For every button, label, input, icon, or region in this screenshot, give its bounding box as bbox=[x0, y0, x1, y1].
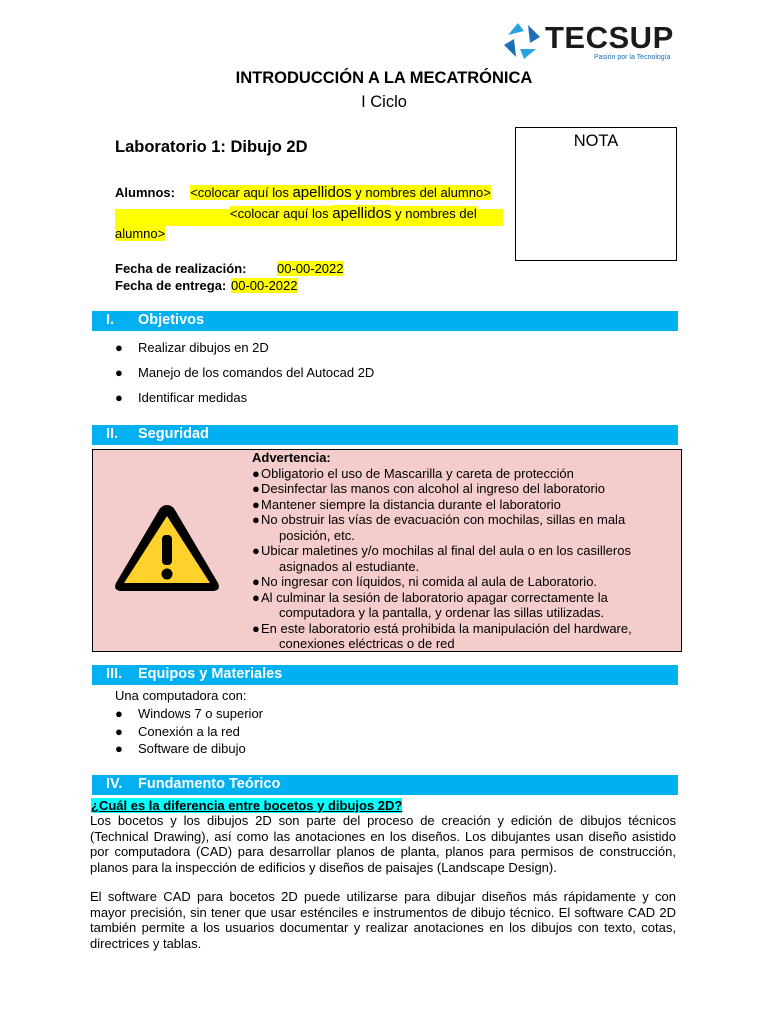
list-item: ● Identificar medidas bbox=[115, 390, 248, 405]
list-item: ● Realizar dibujos en 2D bbox=[115, 340, 269, 355]
bullet-icon: ● bbox=[252, 620, 260, 636]
list-item: ● Software de dibujo bbox=[115, 741, 246, 756]
logo-tagline: Pasión por la Tecnología bbox=[594, 54, 671, 61]
bullet-icon: ● bbox=[115, 706, 123, 721]
course-title: INTRODUCCIÓN A LA MECATRÓNICA bbox=[235, 69, 533, 87]
delivery-date-label: Fecha de entrega: bbox=[115, 278, 227, 293]
warning-item: ●Ubicar maletines y/o mochilas al final del aula o en los casilleros bbox=[252, 543, 631, 558]
students-line-1 bbox=[115, 184, 491, 201]
list-item: ● Windows 7 o superior bbox=[115, 706, 263, 721]
lab-title: Laboratorio 1: Dibujo 2D bbox=[115, 138, 308, 156]
warning-item: ●Al culminar la sesión de laboratorio apagar correctamente la bbox=[252, 589, 608, 605]
bullet-icon: ● bbox=[115, 340, 123, 355]
bullet-icon: ● bbox=[252, 512, 260, 527]
bullet-icon: ● bbox=[252, 481, 260, 496]
theory-paragraph-2: El software CAD para bocetos 2D puede utilizarse para dibujar diseños más rápidamente y con mayor precisión, sin tener que usar esténciles e instrumentos de dibujo técnico. El software CAD 2D también permite a los usuarios documentar y realizar anotaciones en los dibujos con texto, cotas, directrices y tablas. bbox=[90, 889, 676, 951]
warning-item: ●En este laboratorio está prohibida la manipulación del hardware, bbox=[252, 620, 632, 636]
warning-item: ●No ingresar con líquidos, ni comida al aula de Laboratorio. bbox=[252, 574, 598, 589]
bullet-icon: ● bbox=[252, 496, 260, 512]
bullet-icon: ● bbox=[252, 543, 260, 558]
warning-item-cont: conexiones eléctricas o de red bbox=[279, 636, 455, 651]
theory-question: ¿Cuál es la diferencia entre bocetos y dibujos 2D? bbox=[91, 798, 403, 813]
realization-date-value[interactable]: 00-00-2022 bbox=[277, 261, 344, 276]
realization-date-label: Fecha de realización: bbox=[115, 261, 247, 276]
list-item: ● Manejo de los comandos del Autocad 2D bbox=[115, 365, 375, 380]
student-name-placeholder-2-cont: alumno> bbox=[115, 226, 166, 241]
bullet-icon: ● bbox=[252, 465, 260, 481]
bullet-icon: ● bbox=[115, 365, 123, 380]
equipment-intro: Una computadora con: bbox=[115, 688, 247, 703]
section-objectives-header: I. Objetivos bbox=[92, 311, 678, 331]
warning-item: ●No obstruir las vías de evacuación con mochilas, sillas en mala bbox=[252, 512, 626, 527]
warning-item-cont: posición, etc. bbox=[279, 527, 355, 543]
warning-item-cont: asignados al estudiante. bbox=[279, 558, 420, 574]
warning-item-cont: computadora y la pantalla, y ordenar las sillas utilizadas. bbox=[279, 605, 605, 620]
bullet-icon: ● bbox=[115, 724, 123, 739]
bullet-icon: ● bbox=[115, 741, 123, 756]
warning-item: ●Mantener siempre la distancia durante el laboratorio bbox=[252, 496, 561, 512]
warning-text bbox=[252, 450, 672, 652]
cycle-label: I Ciclo bbox=[361, 93, 407, 111]
logo-wordmark: TECSUP bbox=[545, 20, 674, 55]
section-theory-header: IV. Fundamento Teórico bbox=[92, 775, 678, 795]
warning-item: ●Desinfectar las manos con alcohol al ingreso del laboratorio bbox=[252, 481, 605, 496]
warning-title: Advertencia: bbox=[252, 450, 331, 465]
section-safety-header: II. Seguridad bbox=[92, 425, 678, 445]
list-item: ● Conexión a la red bbox=[115, 724, 240, 739]
bullet-icon: ● bbox=[252, 574, 260, 589]
bullet-icon: ● bbox=[252, 589, 260, 605]
bullet-icon: ● bbox=[115, 390, 123, 405]
student-name-placeholder-1[interactable]: <colocar aquí los apellidos y nombres del alumno> bbox=[190, 184, 491, 201]
delivery-date-value[interactable]: 00-00-2022 bbox=[231, 278, 298, 293]
grade-label: NOTA bbox=[573, 132, 619, 150]
section-equipment-header: III. Equipos y Materiales bbox=[92, 665, 678, 685]
student-name-placeholder-2[interactable]: <colocar aquí los apellidos y nombres del bbox=[230, 205, 477, 222]
warning-triangle-icon bbox=[110, 497, 224, 597]
warning-item: ●Obligatorio el uso de Mascarilla y careta de protección bbox=[252, 465, 574, 481]
students-label: Alumnos: bbox=[115, 185, 175, 200]
theory-paragraph-1: Los bocetos y los dibujos 2D son parte del proceso de creación y edición de dibujos técnicos (Technical Drawing), así como las anotaciones en los diseños. Los dibujantes usan diseño asistido por computadora (CAD) para desarrollar planos de planta, planos para permisos de construcción, planos para la inspección de edificios y diseños de paisajes (Landscape Design). bbox=[90, 813, 676, 875]
